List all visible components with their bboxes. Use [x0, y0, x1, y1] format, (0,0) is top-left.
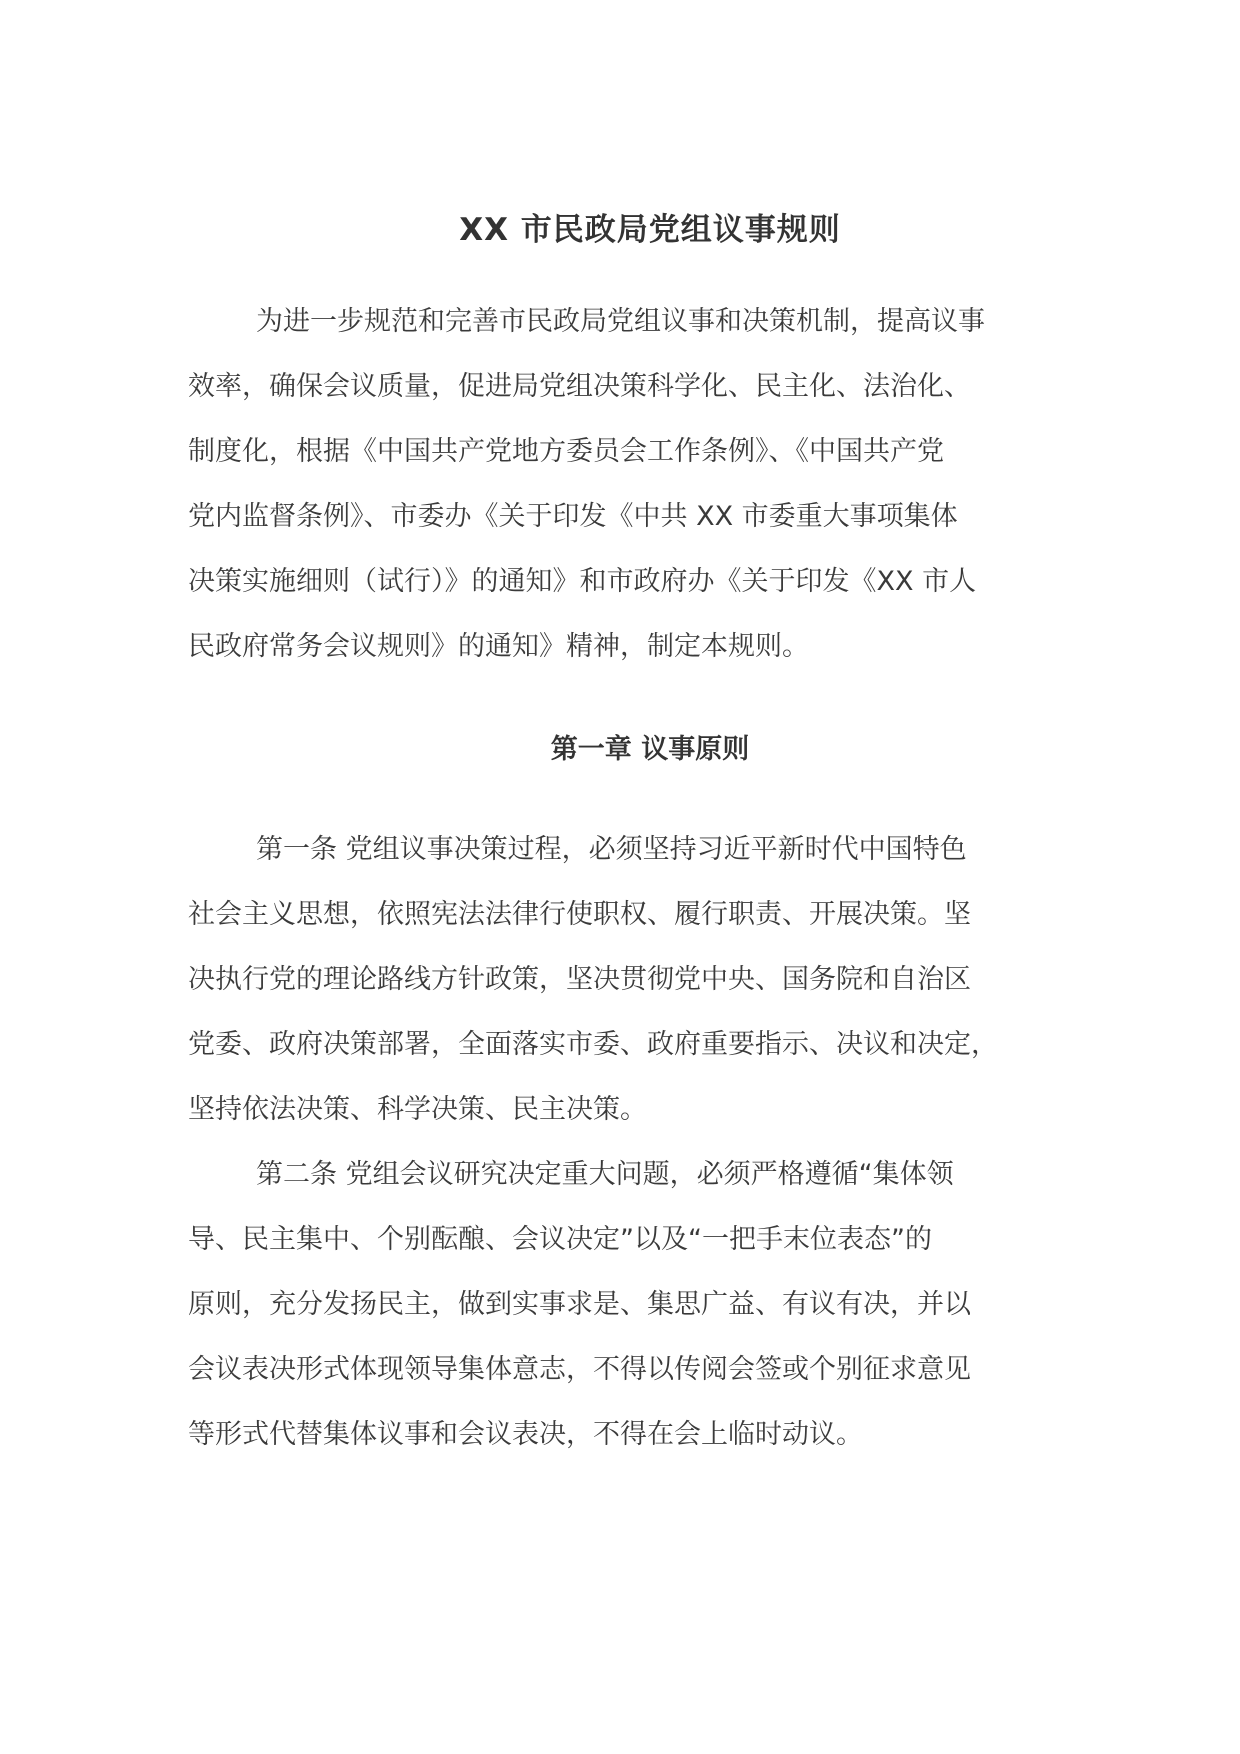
preamble-line: 为进一步规范和完善市民政局党组议事和决策机制，提高议事 [256, 306, 985, 337]
preamble-line: 效率，确保会议质量，促进局党组决策科学化、民主化、法治化、 [188, 371, 971, 402]
article-1-line: 社会主义思想，依照宪法法律行使职权、履行职责、开展决策。坚 [188, 899, 971, 930]
article-1-line: 党委、政府决策部署，全面落实市委、政府重要指示、决议和决定， [188, 1029, 998, 1060]
preamble-line: 党内监督条例》、市委办《关于印发《中共 XX 市委重大事项集体 [188, 501, 958, 532]
article-2-line: 原则，充分发扬民主，做到实事求是、集思广益、有议有决，并以 [188, 1289, 971, 1320]
article-2-line: 会议表决形式体现领导集体意志，不得以传阅会签或个别征求意见 [188, 1354, 971, 1385]
article-1-line: 决执行党的理论路线方针政策，坚决贯彻党中央、国务院和自治区 [188, 964, 971, 995]
preamble-line: 决策实施细则（试行）》的通知》和市政府办《关于印发《XX 市人 [188, 566, 977, 597]
article-1-line: 第一条 党组议事决策过程，必须坚持习近平新时代中国特色 [256, 834, 967, 865]
article-2-line: 第二条 党组会议研究决定重大问题，必须严格遵循“集体领 [256, 1159, 954, 1190]
chapter-heading: 第一章 议事原则 [550, 734, 750, 765]
article-1-line: 坚持依法决策、科学决策、民主决策。 [188, 1094, 647, 1125]
article-2-line: 等形式代替集体议事和会议表决，不得在会上临时动议。 [188, 1419, 863, 1450]
document-title: XX 市民政局党组议事规则 [459, 212, 841, 248]
preamble-line: 民政府常务会议规则》的通知》精神，制定本规则。 [188, 631, 809, 662]
article-2-line: 导、民主集中、个别酝酿、会议决定”以及“一把手末位表态”的 [188, 1224, 932, 1255]
preamble-line: 制度化，根据《中国共产党地方委员会工作条例》、《中国共产党 [188, 436, 944, 467]
